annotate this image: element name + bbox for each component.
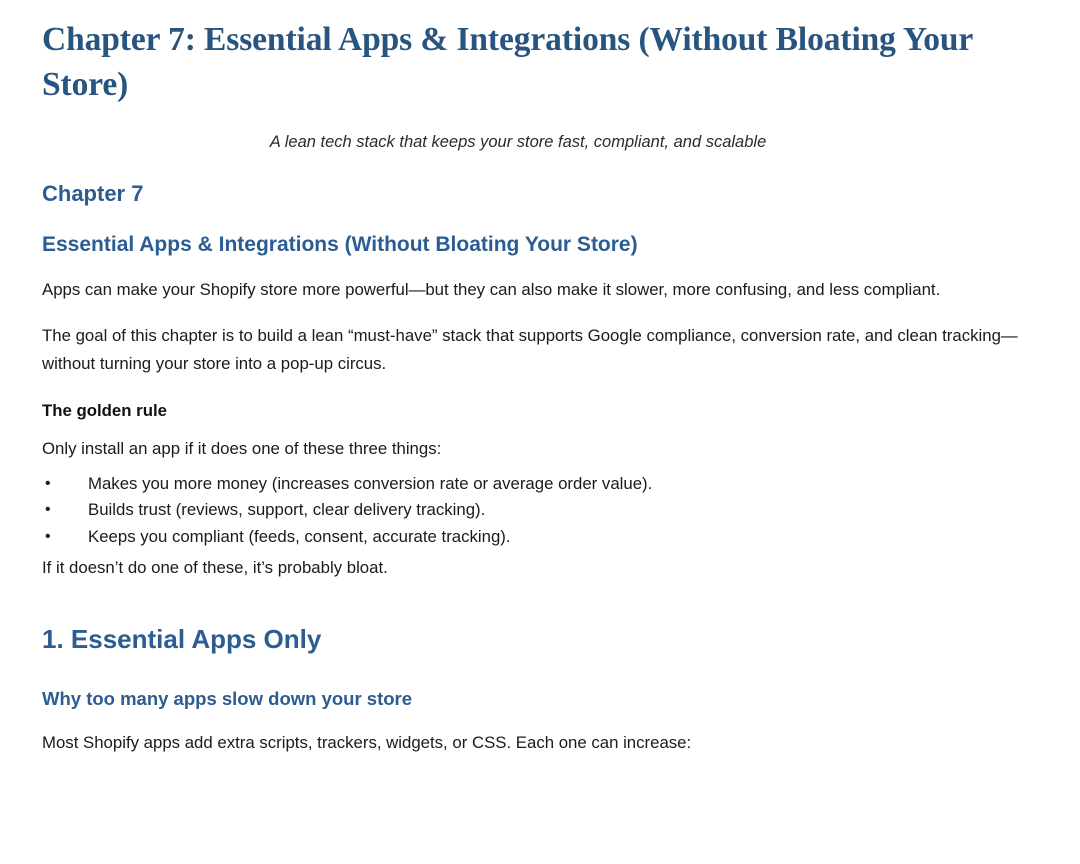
golden-rule-closer: If it doesn’t do one of these, it’s probably bloat. bbox=[42, 557, 388, 577]
section-1-body: Most Shopify apps add extra scripts, trackers, widgets, or CSS. Each one can increase: bbox=[42, 733, 692, 753]
list-item bbox=[42, 497, 1024, 524]
section-1-heading: 1. Essential Apps Only bbox=[42, 624, 322, 655]
list-item-label: Builds trust (reviews, support, clear delivery tracking). bbox=[88, 500, 486, 520]
list-item-label: Makes you more money (increases conversion rate or average order value). bbox=[88, 473, 653, 493]
list-item bbox=[42, 471, 1024, 498]
bullet-icon: • bbox=[45, 474, 51, 492]
chapter-heading: Essential Apps & Integrations (Without Bloating Your Store) bbox=[42, 233, 638, 257]
intro-paragraph-1: Apps can make your Shopify store more powerful—but they can also make it slower, more confusing, and less compliant. bbox=[42, 280, 941, 300]
golden-rule-list bbox=[42, 471, 1024, 551]
page-title: Chapter 7: Essential Apps & Integrations (Without Bloating Your Store) bbox=[42, 21, 973, 103]
list-item bbox=[42, 524, 1024, 551]
bullet-icon: • bbox=[45, 527, 51, 545]
bullet-icon: • bbox=[45, 501, 51, 519]
document-subtitle: A lean tech stack that keeps your store fast, compliant, and scalable bbox=[269, 133, 767, 152]
chapter-label: Chapter 7 bbox=[42, 181, 144, 207]
section-1-subheading: Why too many apps slow down your store bbox=[42, 688, 413, 710]
golden-rule-lead: Only install an app if it does one of these three things: bbox=[42, 438, 442, 458]
golden-rule-heading: The golden rule bbox=[42, 400, 167, 420]
intro-paragraph-2: The goal of this chapter is to build a lean “must-have” stack that supports Google compliance, conversion rate, and clean tracking—without turning your store into a pop-up circus. bbox=[42, 326, 1018, 373]
list-item-label: Keeps you compliant (feeds, consent, accurate tracking). bbox=[88, 526, 511, 546]
